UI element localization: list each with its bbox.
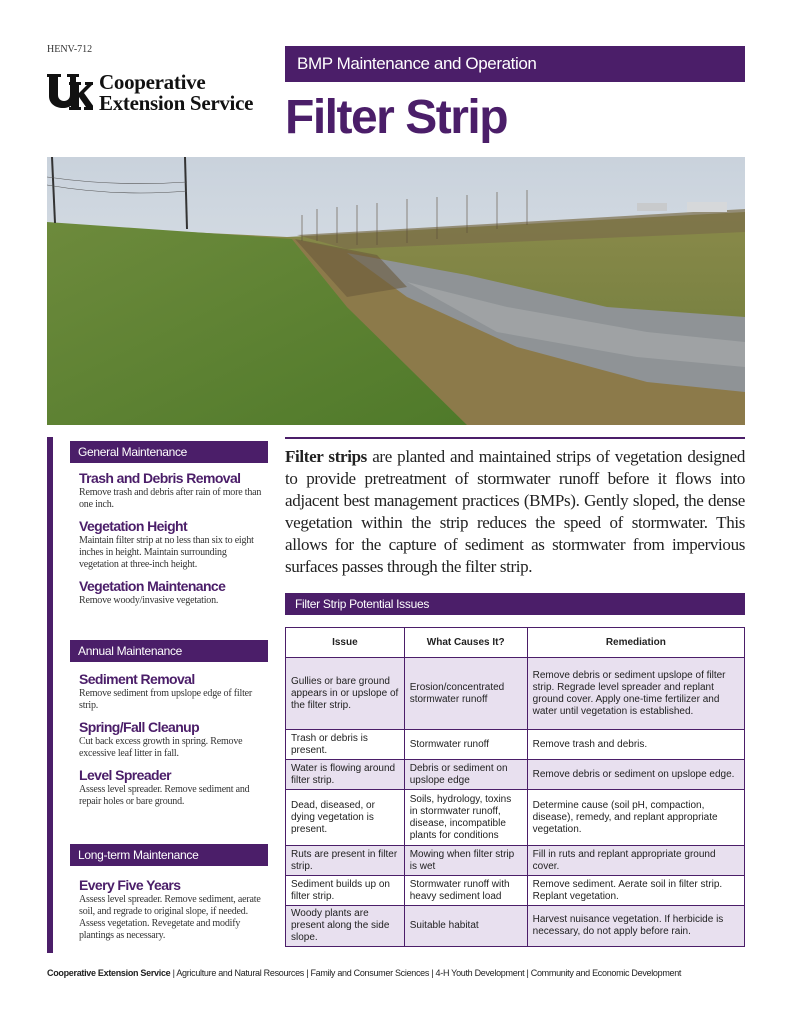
footer-program: Agriculture and Natural Resources [176,968,304,978]
section-heading: Annual Maintenance [70,640,268,662]
table-heading: Filter Strip Potential Issues [285,593,745,615]
item-text: Remove trash and debris after rain of more than one inch. [79,487,262,510]
table-cell: Dead, diseased, or dying vegetation is present. [286,790,405,846]
item-title: Spring/Fall Cleanup [79,719,200,735]
section-heading: Long-term Maintenance [70,844,268,866]
footer-org: Cooperative Extension Service [47,968,171,978]
column-header: What Causes It? [404,628,527,658]
table-cell: Erosion/concentrated stormwater runoff [404,658,527,730]
footer-program: Family and Consumer Sciences [310,968,430,978]
table-cell: Trash or debris is present. [286,730,405,760]
footer-separator: | [526,968,531,978]
table-header-row [286,628,745,658]
table-cell: Woody plants are present along the side slope. [286,906,405,947]
filter-strip-photo [47,157,745,425]
table-cell: Gullies or bare ground appears in or upslope of the filter strip. [286,658,405,730]
sidebar-accent-rule [47,437,53,953]
table-cell: Stormwater runoff with heavy sediment load [404,876,527,906]
org-name-line1: Cooperative [99,70,206,94]
table-row [286,790,745,846]
document-code: HENV-712 [47,44,93,55]
footer-separator: | [431,968,436,978]
landscape-image [47,157,745,425]
intro-term: Filter strips [285,447,367,466]
table-row [286,760,745,790]
intro-paragraph [285,446,745,578]
footer-separator: | [172,968,177,978]
column-header: Issue [286,628,405,658]
footer-program: 4-H Youth Development [435,968,525,978]
sidebar-section-annual [70,640,268,808]
sidebar-section-general [70,441,268,607]
table-row [286,906,745,947]
item-title: Trash and Debris Removal [79,470,241,486]
table-cell: Ruts are present in filter strip. [286,846,405,876]
issues-table [285,627,745,947]
item-title: Vegetation Height [79,518,188,534]
table-cell: Determine cause (soil pH, compaction, disease), remedy, and replant appropriate vegetation. [527,790,744,846]
table-cell: Remove debris or sediment on upslope edge. [527,760,744,790]
table-cell: Stormwater runoff [404,730,527,760]
item-text: Remove woody/invasive vegetation. [79,595,219,606]
table-cell: Harvest nuisance vegetation. If herbicide is necessary, do not apply before rain. [527,906,744,947]
item-text: Cut back excess growth in spring. Remove excessive leaf litter in fall. [79,736,243,759]
section-heading: General Maintenance [70,441,268,463]
uk-extension-logo [47,72,277,118]
table-cell: Remove trash and debris. [527,730,744,760]
series-banner: BMP Maintenance and Operation [285,46,745,82]
uk-logo-icon [47,74,93,112]
item-text: Assess level spreader. Remove sediment and repair holes or bare ground. [79,784,250,807]
table-cell: Suitable habitat [404,906,527,947]
intro-rule [285,437,745,439]
table-cell: Mowing when filter strip is wet [404,846,527,876]
table-cell: Soils, hydrology, toxins in stormwater runoff, disease, incompatible plants for conditions [404,790,527,846]
footer [47,968,745,978]
sidebar-section-longterm [70,844,268,942]
item-title: Sediment Removal [79,671,195,687]
item-text: Maintain filter strip at no less than six to eight inches in height. Maintain surrounding vegetation at three-inch height. [79,535,254,570]
table-row [286,876,745,906]
footer-separator: | [306,968,311,978]
table-cell: Remove debris or sediment upslope of filter strip. Regrade level spreader and replant ground cover. Apply one-time fertilizer and water until vegetation is established. [527,658,744,730]
table-cell: Water is flowing around filter strip. [286,760,405,790]
item-title: Level Spreader [79,767,171,783]
org-name-line2: Extension Service [99,91,254,115]
footer-program: Community and Economic Development [530,968,682,978]
org-name [99,72,253,114]
item-text: Assess level spreader. Remove sediment, aerate soil, and regrade to original slope, if needed. Assess vegetation. Revegetate and modify plantings as necessary. [79,894,261,941]
page-title: Filter Strip [285,91,508,144]
table-cell: Sediment builds up on filter strip. [286,876,405,906]
table-cell: Fill in ruts and replant appropriate ground cover. [527,846,744,876]
item-text: Remove sediment from upslope edge of filter strip. [79,688,253,711]
intro-text: are planted and maintained strips of vegetation designed to provide pretreatment of stormwater runoff before it flows into adjacent best management practices (BMPs). Gently sloped, the dense vegetation within the strip reduces the speed of stormwater. This allows for the capture of sediment as stormwater from impervious surfaces passes through the filter strip. [285,447,745,576]
table-row [286,846,745,876]
item-title: Vegetation Maintenance [79,578,226,594]
column-header: Remediation [527,628,744,658]
table-row [286,658,745,730]
item-title: Every Five Years [79,877,181,893]
table-row [286,730,745,760]
table-cell: Remove sediment. Aerate soil in filter strip. Replant vegetation. [527,876,744,906]
table-cell: Debris or sediment on upslope edge [404,760,527,790]
